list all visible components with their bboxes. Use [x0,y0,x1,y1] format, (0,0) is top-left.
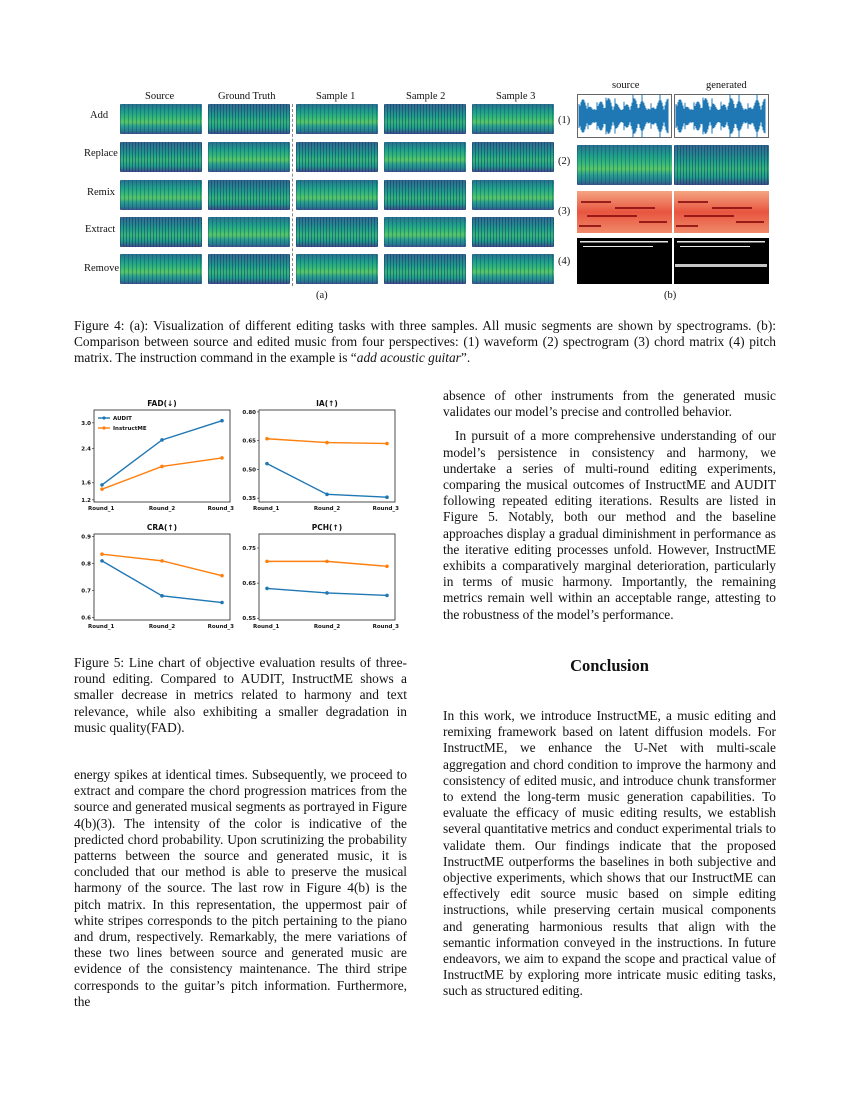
figure-5-charts [74,392,414,640]
x-tick-label: Round_2 [313,624,341,630]
data-point [325,493,329,497]
y-tick-label: 0.9 [81,534,91,541]
y-tick-label: 0.7 [81,588,91,595]
spectrogram [296,217,378,247]
chart-title: FAD(↓) [147,399,177,408]
data-point [100,552,104,556]
legend-label: AUDIT [113,416,132,422]
spectrogram-source [577,145,672,185]
data-point [385,564,389,568]
conclusion-heading: Conclusion [570,656,649,675]
series-line-instructme [102,458,222,489]
y-tick-label: 0.55 [242,616,256,623]
y-tick-label: 0.50 [242,467,256,474]
spectrogram [120,104,202,134]
data-point [325,591,329,595]
spectrogram [296,142,378,172]
data-point [160,594,164,598]
series-line-audit [267,464,387,498]
x-tick-label: Round_3 [372,506,399,512]
y-tick-label: 0.6 [81,615,91,622]
data-point [385,495,389,499]
chart-frame [94,410,230,502]
y-tick-label: 0.75 [242,546,256,553]
series-line-instructme [102,554,222,576]
spectrogram-generated [674,145,769,185]
spectrogram [120,142,202,172]
pitch-matrix-pair [577,238,769,284]
spectrogram [296,254,378,284]
spectrogram [296,180,378,210]
panel-b-label: (b) [664,290,677,301]
col-header-sample-1: Sample 1 [316,91,356,102]
row-label-replace: Replace [84,148,118,159]
paragraph: energy spikes at identical times. Subsequently, we proceed to extract and compare the chord progression matrices from the source and generated musical segments as portrayed in Figure 4(b)(3). The intensity of the color is indicative of the predicted chord probability. Upon scrutinizing the probability patterns between the source and generated music, it is concluded that our method is able to preserve the musical harmony of the source. The last row in Figure 4(b) is the pitch matrix. In this representation, the uppermost pair of white stripes corresponds to the pitch pertaining to the piano and drum, respectively. Remarkably, the mere variations of these two lines between source and generated music are evidence of the consistency maintenance. The third stripe corresponds to the guitar’s pitch information. Furthermore, the [74,767,407,1009]
panel-a-label: (a) [316,290,328,301]
data-point [220,456,224,460]
row-label-remix: Remix [87,187,115,198]
spectrogram [208,180,290,210]
caption-suffix: ”. [460,350,471,366]
spectrogram [472,180,554,210]
b-row-4: (4) [558,256,571,267]
figure-5-caption: Figure 5: Line chart of objective evaluation results of three-round editing. Compared to AUDIT, InstructME shows a smaller decrease in metrics related to harmony and text relevance, while also exhibiting a smaller degradation in music quality(FAD). [74,655,407,735]
waveform-pair [577,94,769,138]
data-point [100,487,104,491]
data-point [220,601,224,605]
caption-text: Figure 4: (a): Visualization of different editing tasks with three samples. All music segments are shown by spectrograms. (b): Comparison between source and edited music from four perspectives: (1) waveform (2) spectrogram (3) chord matrix (4) pitch matrix. The instruction command in the example is “ [74,318,776,366]
b-row-3: (3) [558,206,571,217]
legend-marker [102,426,105,429]
chart-frame [94,534,230,620]
spectrogram [472,217,554,247]
x-tick-label: Round_2 [313,506,341,512]
paragraph: In pursuit of a more comprehensive understanding of our model’s persistence in consistency and harmony, we undertake a series of multi-round editing experiments, comparing the musical outcomes of InstructME and AUDIT following repeated editing iterations. Results are listed in Figure 5. Notably, both our method and the baseline approaches display a gradual diminishment in performance as the iterative editing processes unfold. However, InstructME exhibits a comparatively marginal deterioration, particularly in terms of music harmony. Importantly, the remaining metrics remain well within an acceptable range, attesting to the robustness of the model’s performance. [443,428,776,622]
row-label-remove: Remove [84,263,119,274]
chord-matrix-pair [577,191,769,233]
spectrogram [120,217,202,247]
y-tick-label: 0.65 [242,581,256,588]
data-point [265,560,269,564]
data-point [385,442,389,446]
x-tick-label: Round_3 [207,624,234,630]
data-point [220,574,224,578]
data-point [325,560,329,564]
data-point [265,587,269,591]
y-tick-label: 2.4 [81,446,91,453]
legend-marker [102,416,105,419]
y-tick-label: 0.65 [242,438,256,445]
col-header-sample-2: Sample 2 [406,91,446,102]
col-header-ground-truth: Ground Truth [218,91,276,102]
y-tick-label: 3.0 [81,420,91,427]
spectrogram [384,104,466,134]
spectrogram [384,142,466,172]
chart-title: CRA(↑) [146,523,178,532]
data-point [325,441,329,445]
col-header-source: Source [145,91,175,102]
b-row-1: (1) [558,115,571,126]
x-tick-label: Round_1 [88,506,115,512]
x-tick-label: Round_1 [253,624,280,630]
x-tick-label: Round_2 [148,624,176,630]
data-point [100,559,104,563]
y-tick-label: 0.8 [81,561,91,568]
conclusion-text [443,708,776,1000]
b-header-generated: generated [706,80,747,91]
data-point [160,438,164,442]
chart-title: IA(↑) [316,399,338,408]
spectrogram [384,254,466,284]
x-tick-label: Round_3 [372,624,399,630]
data-point [385,594,389,598]
spectrogram [472,104,554,134]
spectrogram [472,254,554,284]
y-tick-label: 1.2 [81,497,91,504]
x-tick-label: Round_1 [88,624,115,630]
x-tick-label: Round_1 [253,506,280,512]
paragraph: absence of other instruments from the generated music validates our model’s precise and controlled behavior. [443,388,776,420]
dashed-separator [292,104,293,286]
row-label-add: Add [90,110,109,121]
spectrogram [296,104,378,134]
left-body-text [74,767,407,1010]
spectrogram [208,217,290,247]
right-body-text [443,388,776,623]
spectrogram [384,180,466,210]
y-tick-label: 1.6 [81,480,91,487]
legend-label: InstructME [113,426,147,432]
caption-italic: add acoustic guitar [356,350,461,366]
chart-frame [259,410,395,502]
y-tick-label: 0.35 [242,496,256,503]
data-point [265,462,269,466]
spectrogram [120,180,202,210]
col-header-sample-3: Sample 3 [496,91,536,102]
spectrogram [472,142,554,172]
chart-title: PCH(↑) [311,523,343,532]
spectrogram [208,254,290,284]
b-row-2: (2) [558,156,571,167]
data-point [160,465,164,469]
data-point [100,483,104,487]
spectrogram [208,104,290,134]
b-header-source: source [612,80,640,91]
data-point [160,559,164,563]
row-label-extract: Extract [85,224,116,235]
spectrogram [120,254,202,284]
y-tick-label: 0.80 [242,409,256,416]
figure-4-caption [74,318,776,367]
spectrogram [208,142,290,172]
spectrogram [384,217,466,247]
data-point [220,419,224,423]
x-tick-label: Round_2 [148,506,176,512]
data-point [265,437,269,441]
paragraph: In this work, we introduce InstructME, a music editing and remixing framework based on latent diffusion models. For InstructME, we enhance the U-Net with multi-scale aggregation and chord condition to improve the harmony and consistency of edited music, and introduce chunk transformer to extend the long-term music generation capabilities. To evaluate the efficacy of music editing results, we establish several quantitative metrics and conduct experimental trials to validate them. Our findings indicate that the proposed InstructME outperforms the baselines in both subjective and objective experiments, which shows that our InstructME can effectively edit source music based on simple editing instructions, while preserving certain musical components and generating harmonious results that align with the semantic information conveyed in the instructions. In future endeavors, we aim to expand the scope and practical value of InstructME by exploring more intricate music editing tasks, such as structured editing. [443,708,776,999]
x-tick-label: Round_3 [207,506,234,512]
chart-frame [259,534,395,620]
